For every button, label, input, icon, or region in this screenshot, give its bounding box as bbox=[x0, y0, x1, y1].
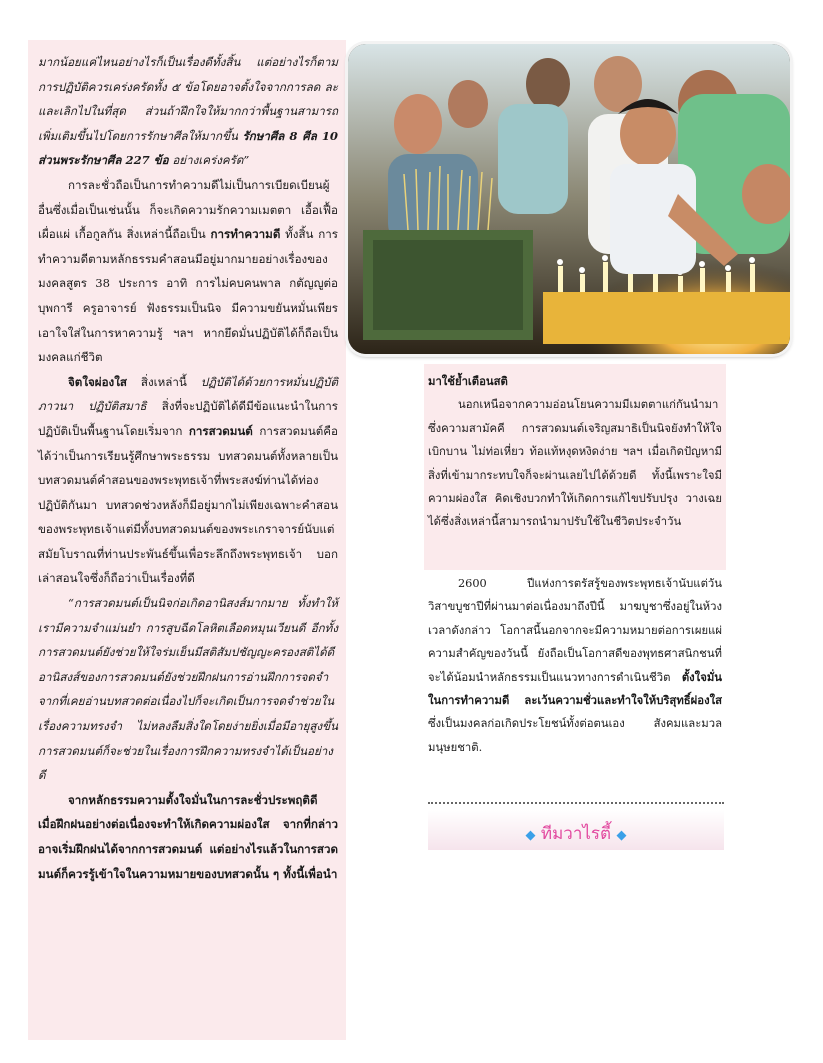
right-pink-box bbox=[424, 364, 726, 570]
intro-quote-end: อย่างเคร่งครัด” bbox=[172, 153, 250, 168]
paragraph-3: จากหลักธรรมความตั้งใจมั่นในการละชั่วประพฤติดี เมื่อฝึกฝนอย่างต่อเนื่องจะทำให้เกิดความผ่องใส จากที่กล่าวอาจเริ่มฝึกฝนได้จากการสวดมนต์ แต่อย่างไรแล้วในการสวดมนต์ก็ควรรู้เข้าใจในความหมายของบทสวดนั้น ๆ ทั้งนี้เพื่อนำ bbox=[38, 792, 338, 881]
byline bbox=[428, 820, 724, 847]
box2-a: 2600 ปีแห่งการตรัสรู้ของพระพุทธเจ้านับแต่วันวิสาขบูชาปีที่ผ่านมาต่อเนื่องมาถึงปีนี้ มาฆบูชาซึ่งอยู่ในห้วงเวลาดังกล่าว โอกาสนี้นอกจากจะมีความหมายต่อการเผยแผ่ความสำคัญของวันนี้ ยังถือเป็นโอกาสดีของพุทธศาสนิกชนที่จะได้น้อมนำหลักธรรมเป็นแนวทางการดำเนินชีวิต bbox=[428, 577, 722, 684]
box1-paragraph: นอกเหนือจากความอ่อนโยนความมีเมตตาแก่กันนำมาซึ่งความสามัคคี การสวดมนต์เจริญสมาธิเป็นนิจยังทำให้ใจเบิกบาน ไม่ท่อเหี่ยว ท้อแท้หงุดหงิดง่าย ฯลฯ เมื่อเกิดปัญหามีสิ่งที่เข้ามากระทบใจก็จะผ่านเลยไปได้ด้วยดี ทั้งนี้เพราะใจมีความผ่องใส คิดเชิงบวกทำให้เกิดการแก้ไขปรับปรุง วางเฉยได้ซึ่งสิ่งเหล่านี้สามารถนำมาปรับใช้ในชีวิตประจำวัน bbox=[428, 398, 722, 529]
box1-heading: มาใช้ย้ำเตือนสติ bbox=[428, 374, 508, 388]
diamond-icon: ◆ bbox=[525, 828, 536, 843]
temple-candle-photo bbox=[348, 44, 790, 354]
para2-italic: ปฏิบัติได้ด้วยการหมั่นปฏิบัติภาวนา ปฏิบัติสมาธิ bbox=[38, 374, 338, 414]
box2-b: ซึ่งเป็นมงคลก่อเกิดประโยชน์ทั้งต่อตนเอง สังคมและมวลมนุษยชาติ. bbox=[428, 717, 722, 754]
para2-a: สิ่งเหล่านี้ bbox=[140, 374, 187, 389]
byline-text: ทีมวาไรตี้ bbox=[540, 824, 612, 844]
paragraph-2 bbox=[38, 370, 338, 591]
byline-band bbox=[428, 810, 724, 850]
dotted-divider bbox=[428, 802, 724, 804]
left-article-column bbox=[28, 40, 346, 1040]
box2-paragraph bbox=[428, 572, 722, 759]
para2-bold: จิตใจผ่องใส bbox=[68, 374, 127, 389]
para1-end: ทั้งสิ้น การทำความดีตามหลักธรรมคำสอนมีอยู่มากมายอย่างเรื่องของมงคลสูตร 38 ประการ อาทิ การไม่คบคนพาล กตัญญูต่อบุพการี ครูอาจารย์ ฟังธรรมเป็นนิจ มีความขยันหมั่นเพียรเอาใจใส่ในการหาความรู้ ฯลฯ หากยึดมั่นปฏิบัติได้ก็ถือเป็นมงคลแก่ชีวิต bbox=[38, 227, 339, 365]
right-closing-text bbox=[424, 572, 726, 820]
intro-quote-bold: รักษาศีล 8 ศีล 10 ส่วนพระรักษาศีล 227 ข้อ bbox=[38, 128, 338, 168]
intro-quote-text: มากน้อยแค่ไหนอย่างไรก็เป็นเรื่องดีทั้งสิ้น แต่อย่างไรก็ตามการปฏิบัติควรเคร่งครัดทั้ง ๕ ข้อโดยอาจตั้งใจจากการลด ละ และเลิกไปในที่สุด ส่วนถ้าฝึกใจให้มากกว่าพื้นฐานสามารถเพิ่มเติมขึ้นไปโดยการรักษาศีลให้มากขึ้น bbox=[38, 55, 338, 143]
para2-bold2: การสวดมนต์ bbox=[188, 423, 253, 438]
diamond-icon: ◆ bbox=[616, 828, 627, 843]
intro-quote bbox=[28, 40, 346, 173]
para2-b: สิ่งที่จะปฏิบัติได้ดีมีข้อแนะนำในการปฏิบัติเป็นพื้นฐานโดยเริ่มจาก bbox=[38, 399, 339, 438]
photo-illustration bbox=[348, 44, 790, 354]
para1-bold: การทำความดี bbox=[210, 227, 281, 242]
paragraph-1 bbox=[38, 173, 338, 370]
box2-bold: ตั้งใจมั่นในการทำความดี ละเว้นความชั่วและทำใจให้บริสุทธิ์ผ่องใส bbox=[428, 669, 722, 708]
para1-start: การละชั่วถือเป็นการทำความดีไม่เป็นการเบียดเบียนผู้อื่นซึ่งเมื่อเป็นเช่นนั้น ก็จะเกิดความรักความเมตตา เอื้อเฟื้อเผื่อแผ่ เกื้อกูลกัน สิ่งเหล่านี้ถือเป็น bbox=[38, 177, 338, 242]
para2-c: การสวดมนต์คือได้ว่าเป็นการเรียนรู้ศึกษาพระธรรม บทสวดมนต์ทั้งหลายเป็นบทสวดมนต์คำสอนของพระพุทธเจ้าที่พระสงฆ์ท่านได้ท่องปฏิบัติกันมา บทสวดช่วงหลังก็มีอยู่มากไม่เพียงเฉพาะคำสอนของพระพุทธเจ้าแต่มีทั้งบทสวดมนต์ของพระเกราจารย์นับแต่สมัยโบราณที่ท่านประพันธ์ขึ้นเพื่อระลึกถึงพระพุทธเจ้า บอกเล่าสอนใจซึ่งก็ถือว่าเป็นเรื่องที่ดี bbox=[38, 423, 339, 586]
quote-2: “การสวดมนต์เป็นนิจก่อเกิดอานิสงส์มากมาย ทั้งทำให้เรามีความจำแม่นยำ การสูบฉีดโลหิตเลือดหมุนเวียนดี อีกทั้งการสวดมนต์ยังช่วยให้ใจร่มเย็นมีสติสัมปชัญญะครองสติได้ดี อานิสงส์ของการสวดมนต์ยังช่วยฝึกฝนการอ่านฝึกการจดจำ จากที่เคยอ่านบทสวดต่อเนื่องไปก็จะเกิดเป็นการจดจำช่วยในเรื่องความทรงจำ ไม่หลงลืมสิ่งใดโดยง่ายยิ่งเมื่อมีอายุสูงขึ้นการสวดมนต์ก็จะช่วยในเรื่องการฝึกความทรงจำได้เป็นอย่างดี bbox=[38, 596, 338, 783]
